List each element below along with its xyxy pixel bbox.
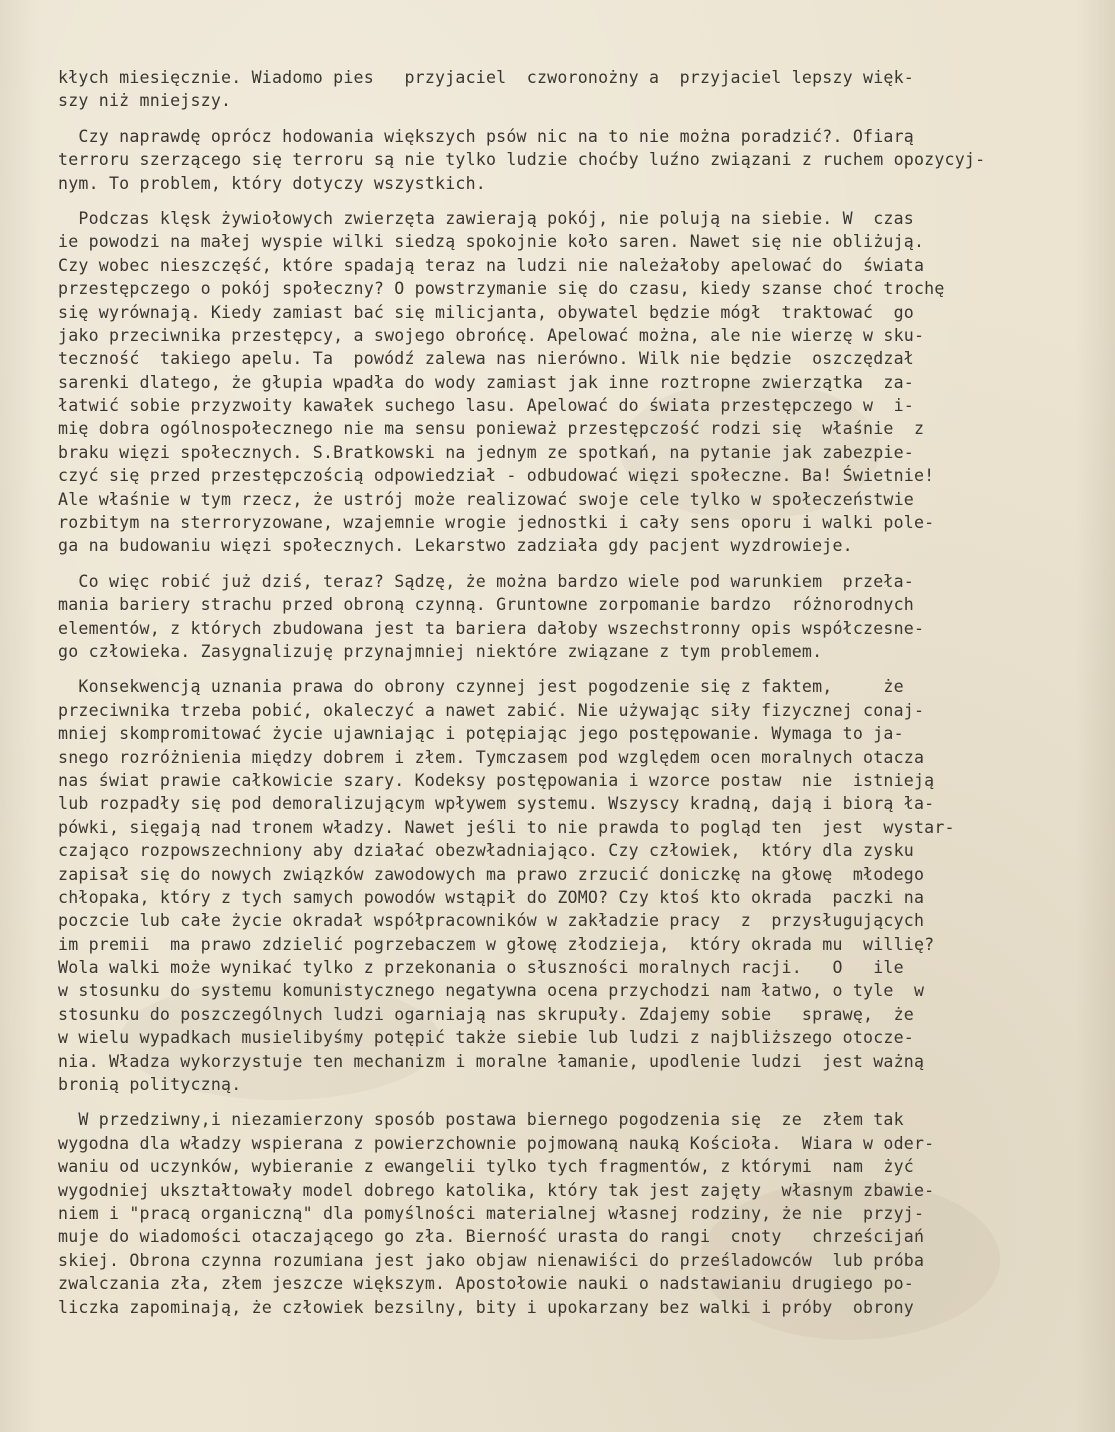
text-line: Podczas klęsk żywiołowych zwierzęta zawierają pokój, nie polują na siebie. W czas [58, 208, 914, 228]
text-line: terroru szerzącego się terroru są nie tylko ludzie choćby luźno związani z ruchem opozycyj- [58, 150, 986, 170]
text-line: ga na budowaniu więzi społecznych. Lekarstwo zadziała gdy pacjent wyzdrowieje. [58, 536, 853, 556]
text-line: wygodna dla władzy wspierana z powierzchownie pojmowaną nauką Kościoła. Wiara w oder- [58, 1133, 935, 1153]
text-line: kłych miesięcznie. Wiadomo pies przyjaciel czworonożny a przyjaciel lepszy więk- [58, 68, 914, 87]
text-line: sarenki dlatego, że głupia wpadła do wody zamiast jak inne roztropne zwierzątka za- [58, 372, 914, 392]
text-line: poczcie lub całe życie okradał współpracowników w zakładzie pracy z przysługujących [58, 911, 925, 931]
text-line: Co więc robić już dziś, teraz? Sądzę, że można bardzo wiele pod warunkiem przeła- [58, 571, 914, 591]
text-line: snego rozróżnienia między dobrem i złem. Tymczasem pod względem ocen moralnych otacza [58, 747, 925, 767]
text-line: chłopaka, który z tych samych powodów wstąpił do ZOMO? Czy ktoś kto okrada paczki na [58, 887, 925, 907]
text-line: nym. To problem, który dotyczy wszystkich. [58, 173, 486, 193]
text-line: stosunku do poszczególnych ludzi ogarniają nas skrupuły. Zdajemy sobie sprawę, że [58, 1004, 914, 1024]
text-line: W przedziwny,i niezamierzony sposób postawa biernego pogodzenia się ze złem tak [58, 1110, 904, 1130]
text-line: przeciwnika trzeba pobić, okaleczyć a nawet zabić. Nie używając siły fizycznej conaj- [58, 700, 925, 720]
text-line: rozbitym na sterroryzowane, wzajemnie wrogie jednostki i cały sens oporu i walki pole- [58, 513, 935, 533]
text-line: zapisał się do nowych związków zawodowych ma prawo zrzucić doniczkę na głowę młodego [58, 864, 925, 884]
text-line: mię dobra ogólnospołecznego nie ma sensu ponieważ przestępczość rodzi się właśnie z [58, 419, 925, 439]
text-line: Ale właśnie w tym rzecz, że ustrój może realizować swoje cele tylko w społeczeństwie [58, 489, 914, 509]
text-line: się wyrównają. Kiedy zamiast bać się milicjanta, obywatel będzie mógł traktować go [58, 302, 914, 322]
text-line: czająco rozpowszechniony aby działać obezwładniająco. Czy człowiek, który dla zysku [58, 841, 914, 861]
text-line: go człowieka. Zasygnalizuję przynajmniej niektóre związane z tym problemem. [58, 641, 823, 661]
text-line: niem i "pracą organiczną" dla pomyślności materialnej własnej rodziny, że nie przyj- [58, 1203, 925, 1223]
text-line: bronią polityczną. [58, 1075, 242, 1095]
text-line: liczka zapominają, że człowiek bezsilny, bity i upokarzany bez walki i próby obrony [58, 1297, 914, 1317]
text-line: łatwić sobie przyzwoity kawałek suchego lasu. Apelować do świata przestępczego w i- [58, 396, 914, 416]
paragraph [58, 125, 1080, 195]
text-line: pówki, sięgają nad tronem władzy. Nawet jeśli to nie prawda to pogląd ten jest wystar- [58, 817, 955, 837]
text-line: skiej. Obrona czynna rozumiana jest jako objaw nienawiści do prześladowców lub próba [58, 1250, 925, 1270]
text-line: mania bariery strachu przed obroną czynną. Gruntowne zorpomanie bardzo różnorodnych [58, 595, 914, 615]
text-line: braku więzi społecznych. S.Bratkowski na jednym ze spotkań, na pytanie jak zabezpie- [58, 442, 914, 462]
text-line: zwalczania zła, złem jeszcze większym. Apostołowie nauki o nadstawianiu drugiego po- [58, 1274, 914, 1294]
text-line: w stosunku do systemu komunistycznego negatywna ocena przychodzi nam łatwo, o tyle w [58, 981, 925, 1001]
text-line: muje do wiadomości otaczającego go zła. Bierność urasta do rangi cnoty chrześcijań [58, 1227, 925, 1247]
paragraph [58, 66, 1080, 113]
text-line: lub rozpadły się pod demoralizującym wpływem systemu. Wszyscy kradną, dają i biorą ła- [58, 794, 935, 814]
text-line: ie powodzi na małej wyspie wilki siedzą spokojnie koło saren. Nawet się nie obliżują. [58, 232, 925, 252]
text-line: nas świat prawie całkowicie szary. Kodeksy postępowania i wzorce postaw nie istnieją [58, 770, 935, 790]
document-body [58, 66, 1080, 1331]
text-line: nia. Władza wykorzystuje ten mechanizm i moralne łamanie, upodlenie ludzi jest ważną [58, 1051, 925, 1071]
text-line: szy niż mniejszy. [58, 91, 232, 111]
text-line: czyć się przed przestępczością odpowiedział - odbudować więzi społeczne. Ba! Świetnie! [58, 466, 935, 486]
text-line: Wola walki może wynikać tylko z przekonania o słuszności moralnych racji. O ile [58, 958, 904, 978]
text-line: Czy naprawdę oprócz hodowania większych psów nic na to nie można poradzić?. Ofiarą [58, 126, 914, 146]
text-line: jako przeciwnika przestępcy, a swojego obrońcę. Apelować można, ale nie wierzę w sku- [58, 325, 925, 345]
text-line: elementów, z których zbudowana jest ta bariera dałoby wszechstronny opis współczesne- [58, 618, 925, 638]
paragraph [58, 1108, 1080, 1319]
text-line: teczność takiego apelu. Ta powódź zalewa nas nierówno. Wilk nie będzie oszczędzał [58, 349, 914, 369]
text-line: w wielu wypadkach musielibyśmy potępić także siebie lub ludzi z najbliższego otocze- [58, 1028, 914, 1048]
text-line: przestępczego o pokój społeczny? O powstrzymanie się do czasu, kiedy szanse choć trochę [58, 279, 945, 299]
text-line: wygodniej ukształtowały model dobrego katolika, który tak jest zajęty własnym zbawie- [58, 1180, 935, 1200]
paragraph [58, 570, 1080, 664]
text-line: Konsekwencją uznania prawa do obrony czynnej jest pogodzenie się z faktem, że [58, 677, 904, 697]
paragraph [58, 675, 1080, 1096]
text-line: waniu od uczynków, wybieranie z ewangelii tylko tych fragmentów, z którymi nam żyć [58, 1157, 914, 1177]
text-line: im premii ma prawo zdzielić pogrzebaczem w głowę złodzieja, który okrada mu willię? [58, 934, 935, 954]
text-line: mniej skompromitować życie ujawniając i potępiając jego postępowanie. Wymaga to ja- [58, 724, 904, 744]
paragraph [58, 207, 1080, 558]
text-line: Czy wobec nieszczęść, które spadają teraz na ludzi nie należałoby apelować do świata [58, 255, 925, 275]
